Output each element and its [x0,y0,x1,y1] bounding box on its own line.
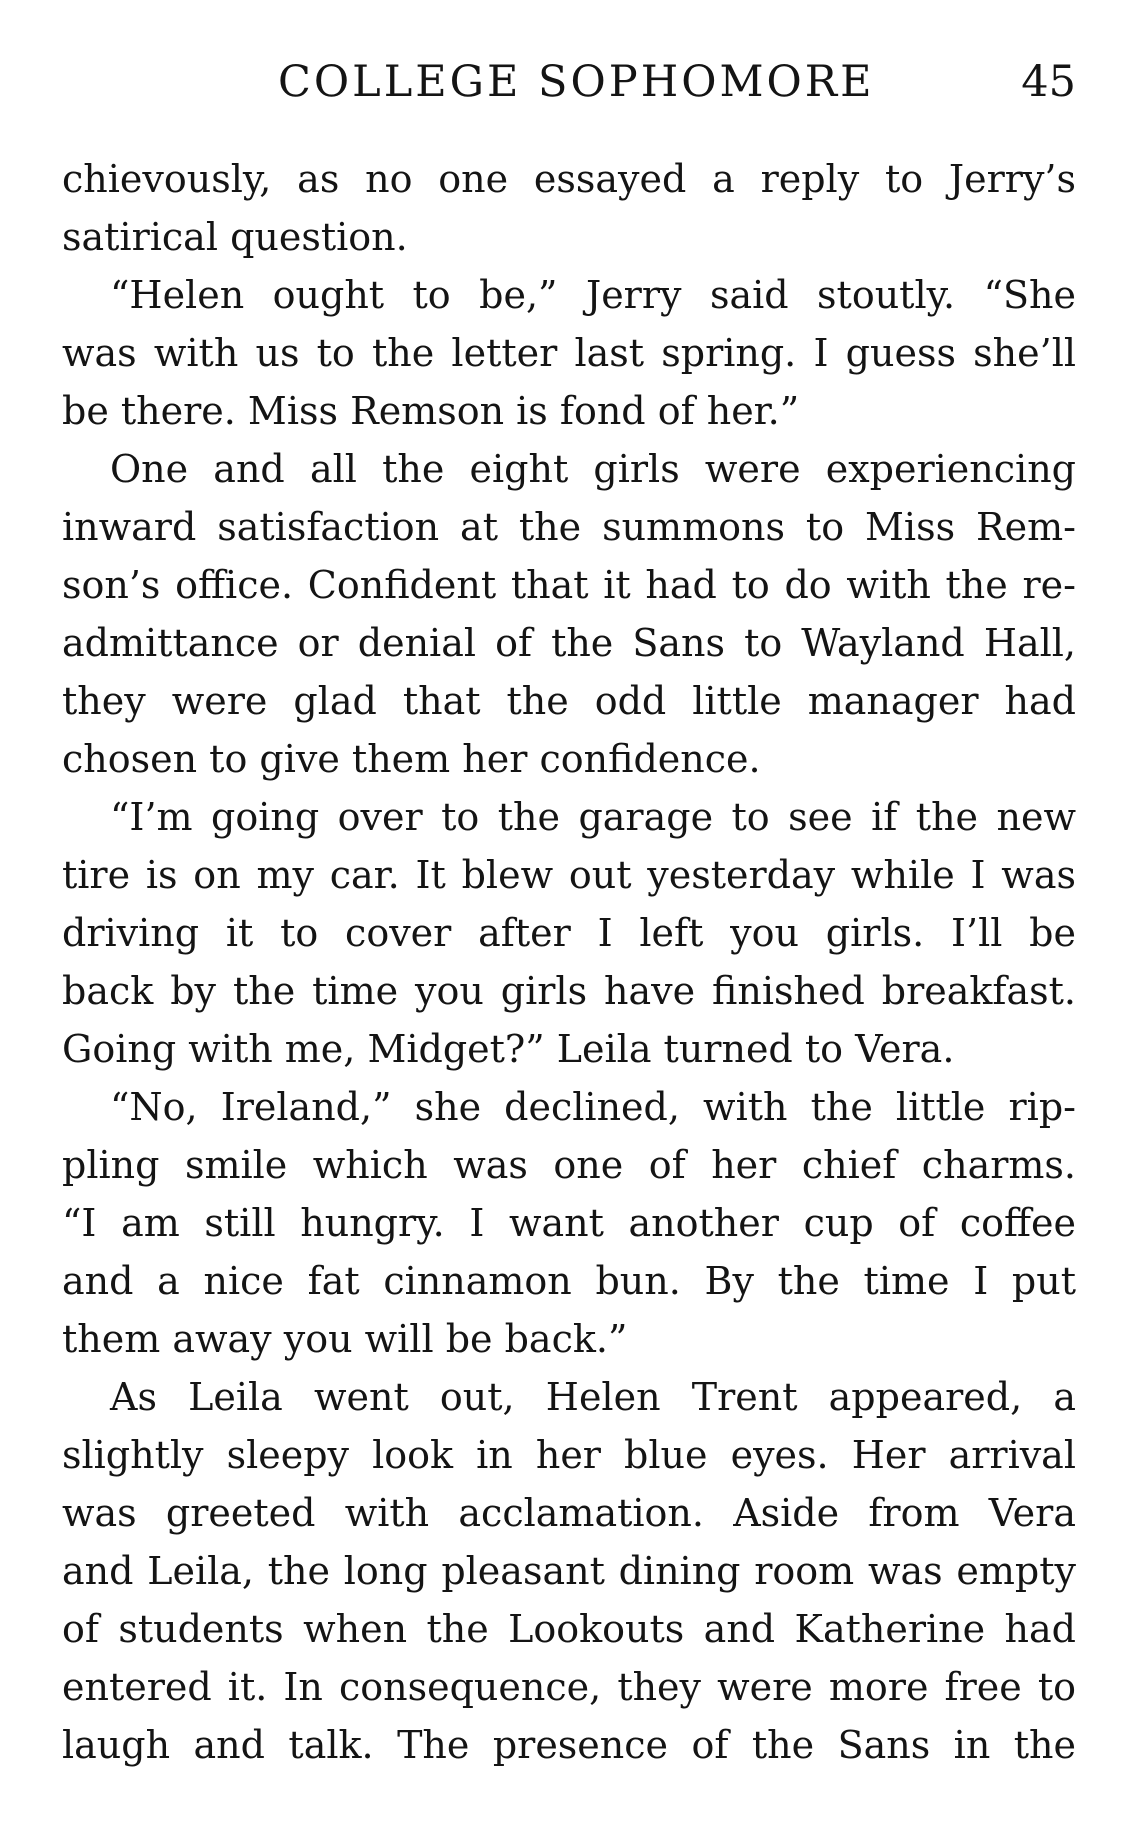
text-line: was with us to the letter last spring. I guess she’ll [62,331,1076,375]
text-line: “Helen ought to be,” Jerry said stoutly. “She [110,273,1076,317]
text-line: pling smile which was one of her chief charms. [62,1143,1076,1187]
text-line: inward satisfaction at the summons to Miss Rem- [62,505,1076,549]
page-number: 45 [1021,57,1076,107]
text-line: satirical question. [62,215,408,259]
text-line: of students when the Lookouts and Katherine had [62,1607,1076,1651]
text-line: driving it to cover after I left you girls. I’ll be [62,911,1076,955]
text-line: they were glad that the odd little manager had [62,679,1076,723]
text-line: “I’m going over to the garage to see if the new [110,795,1076,839]
running-head-title: COLLEGE SOPHOMORE [278,57,875,107]
text-line: “I am still hungry. I want another cup of coffee [62,1201,1076,1245]
text-line: As Leila went out, Helen Trent appeared, a [110,1375,1076,1419]
text-line: son’s office. Confident that it had to do with the re- [62,563,1076,607]
body-text [62,150,1076,1774]
text-line: Going with me, Midget?” Leila turned to Vera. [62,1027,955,1071]
text-line: One and all the eight girls were experiencing [110,447,1076,491]
text-line: “No, Ireland,” she declined, with the little rip- [110,1085,1076,1129]
text-line: admittance or denial of the Sans to Wayland Hall, [62,621,1076,665]
text-line: back by the time you girls have finished breakfast. [62,969,1076,1013]
text-line: be there. Miss Remson is fond of her.” [62,389,800,433]
running-head [60,52,1076,112]
text-line: slightly sleepy look in her blue eyes. Her arrival [62,1433,1076,1477]
text-line: them away you will be back.” [62,1317,628,1361]
text-line: chievously, as no one essayed a reply to Jerry’s [62,157,1076,201]
text-line: chosen to give them her confidence. [62,737,761,781]
text-line: laugh and talk. The presence of the Sans in the [62,1723,1076,1767]
text-line: and a nice fat cinnamon bun. By the time I put [62,1259,1076,1303]
text-line: was greeted with acclamation. Aside from Vera [62,1491,1076,1535]
text-line: tire is on my car. It blew out yesterday while I was [62,853,1076,897]
text-line: and Leila, the long pleasant dining room was empty [62,1549,1076,1593]
text-line: entered it. In consequence, they were more free to [62,1665,1076,1709]
